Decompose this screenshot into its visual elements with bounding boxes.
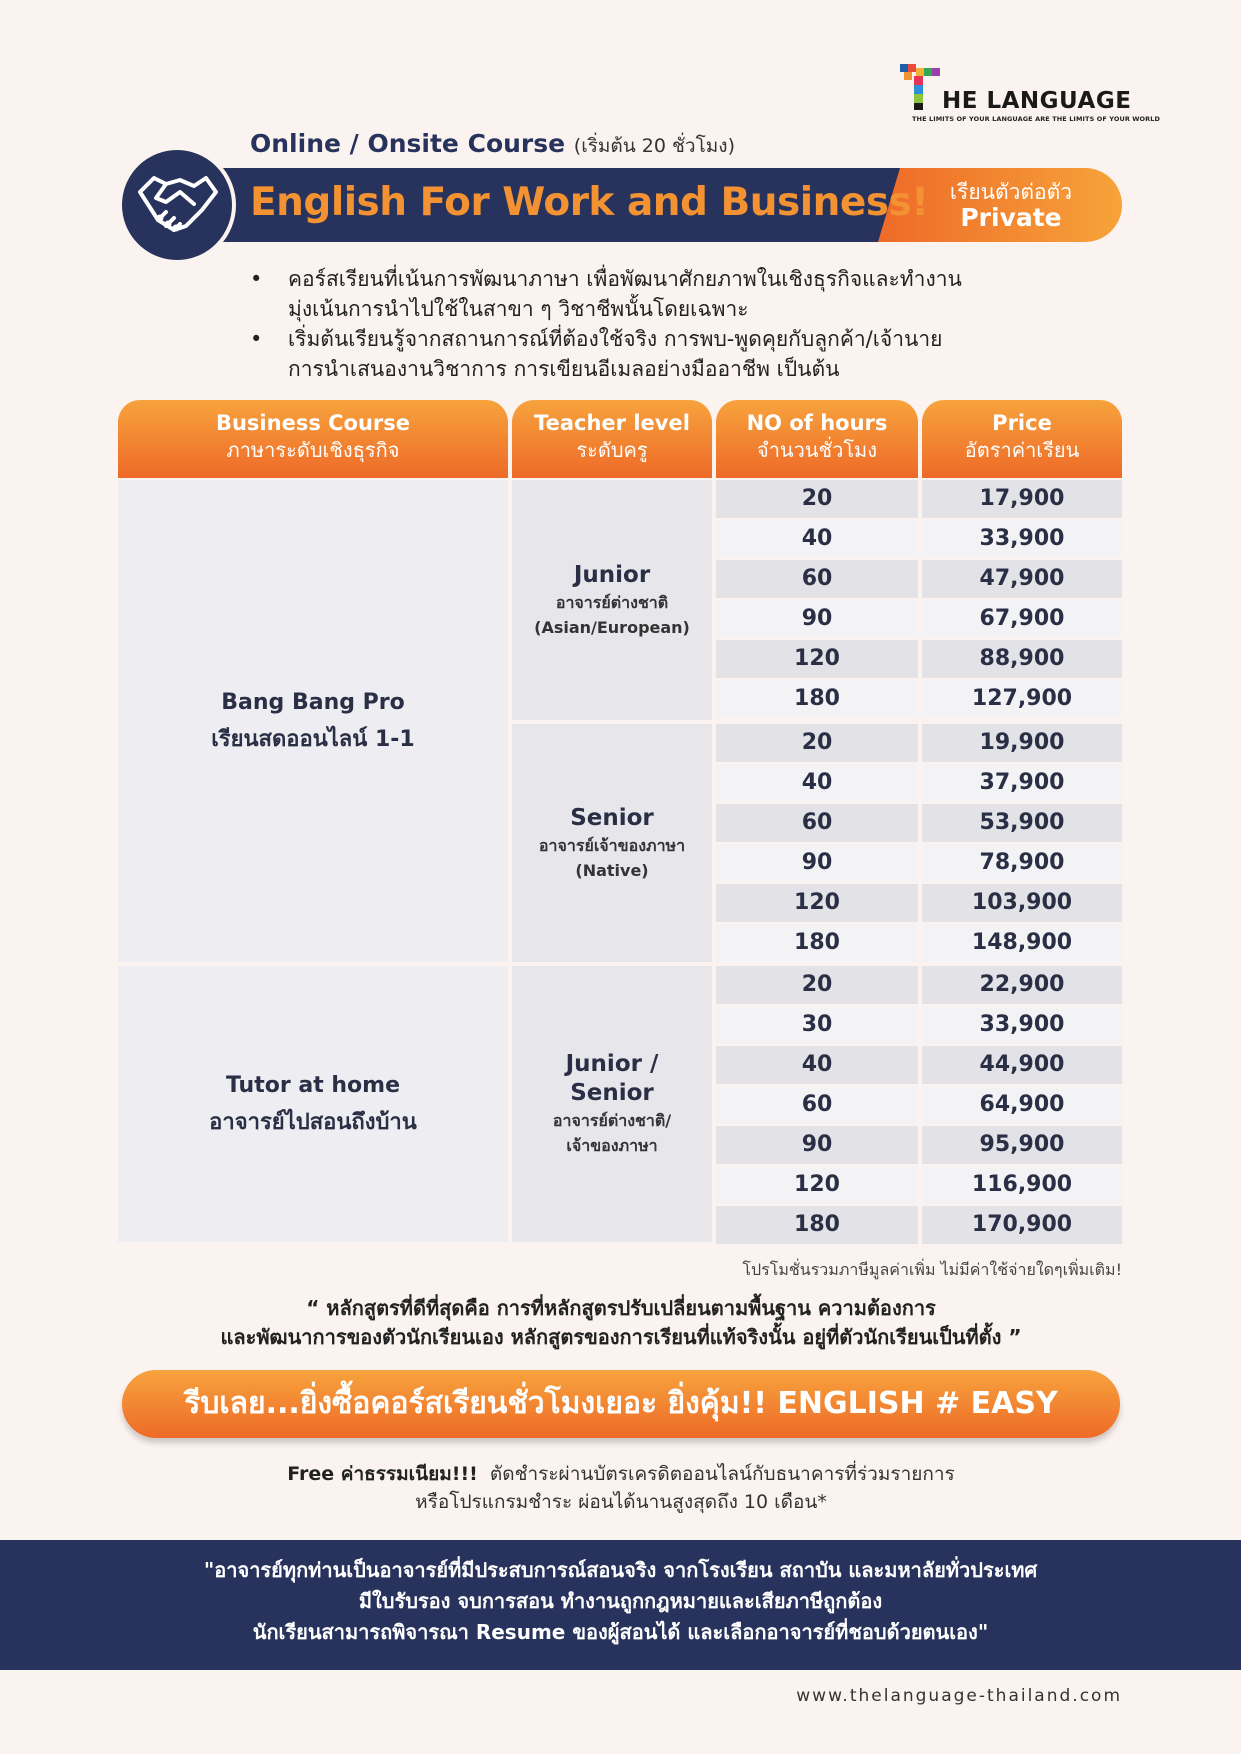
hours-cell: 180 — [716, 680, 918, 718]
price-row — [716, 640, 1122, 680]
payment-line: หรือโปรแกรมชำระ ผ่อนได้นานสูงสุดถึง 10 เดือน* — [415, 1491, 827, 1513]
price-cell: 64,900 — [922, 1086, 1122, 1124]
brand-logo — [900, 60, 1161, 130]
bullet-dot-icon: • — [250, 267, 263, 291]
hours-cell: 60 — [716, 804, 918, 842]
price-cell: 148,900 — [922, 924, 1122, 962]
price-cell: 33,900 — [922, 1006, 1122, 1044]
hours-cell: 20 — [716, 480, 918, 518]
price-row — [716, 724, 1122, 764]
payment-line — [120, 1460, 1122, 1488]
level-senior — [512, 724, 712, 962]
page-title: English For Work and Business! — [250, 180, 929, 225]
description-item — [250, 324, 1150, 384]
price-cell: 127,900 — [922, 680, 1122, 718]
statement-line: มีใบรับรอง จบการสอน ทำงานถูกกฎหมายและเสียภาษีถูกต้อง — [358, 1589, 883, 1613]
price-row — [716, 1086, 1122, 1126]
price-row — [716, 966, 1122, 1006]
payment-text: ตัดชำระผ่านบัตรเครดิตออนไลน์กับธนาคารที่ร่วมรายการ — [489, 1463, 955, 1485]
website-url: www.thelanguage-thailand.com — [796, 1686, 1122, 1706]
price-cell: 19,900 — [922, 724, 1122, 762]
price-cell: 67,900 — [922, 600, 1122, 638]
level-sub: (Native) — [575, 860, 649, 880]
hours-cell: 40 — [716, 1046, 918, 1084]
hours-cell: 120 — [716, 640, 918, 678]
header-label-th: จำนวนชั่วโมง — [756, 438, 878, 462]
price-cell: 95,900 — [922, 1126, 1122, 1164]
price-row — [716, 680, 1122, 720]
level-sub: เจ้าของภาษา — [566, 1136, 658, 1155]
level-name: Junior — [573, 561, 651, 588]
hours-cell: 60 — [716, 1086, 918, 1124]
price-cell: 22,900 — [922, 966, 1122, 1004]
cta-banner: รีบเลย...ยิ่งซื้อคอร์สเรียนชั่วโมงเยอะ ยิ่งคุ้ม!! ENGLISH # EASY — [122, 1370, 1120, 1438]
level-sub: อาจารย์เจ้าของภาษา — [538, 835, 686, 855]
level-name: Senior — [570, 804, 654, 831]
hours-cell: 180 — [716, 924, 918, 962]
header-label-th: อัตราค่าเรียน — [964, 438, 1080, 462]
logo-tagline: THE LIMITS OF YOUR LANGUAGE ARE THE LIMITS OF YOUR WORLD — [912, 115, 1161, 123]
private-label-en: Private — [960, 203, 1062, 232]
description-line: การนำเสนองานวิชาการ การเขียนอีเมลอย่างมืออาชีพ เป็นต้น — [288, 357, 840, 381]
hours-cell: 120 — [716, 884, 918, 922]
price-cell: 47,900 — [922, 560, 1122, 598]
hours-cell: 40 — [716, 764, 918, 802]
hours-cell: 180 — [716, 1206, 918, 1244]
price-cell: 17,900 — [922, 480, 1122, 518]
hours-cell: 120 — [716, 1166, 918, 1204]
level-name: Senior — [570, 1080, 654, 1106]
price-row — [716, 844, 1122, 884]
price-row — [716, 560, 1122, 600]
header-price — [922, 400, 1122, 478]
handshake-icon — [136, 170, 218, 240]
course-subtitle — [250, 129, 735, 161]
price-cell: 170,900 — [922, 1206, 1122, 1244]
header-label-en: Teacher level — [534, 411, 690, 435]
level-sub: อาจารย์ต่างชาติ/ — [552, 1111, 672, 1130]
course-description — [250, 264, 1150, 384]
hours-cell: 20 — [716, 724, 918, 762]
price-cell: 53,900 — [922, 804, 1122, 842]
description-line: มุ่งเน้นการนำไปใช้ในสาขา ๆ วิชาชีพนั้นโดยเฉพาะ — [288, 297, 749, 321]
logo-text: HE LANGUAGE — [942, 88, 1132, 114]
course-bang-bang-pro — [118, 480, 508, 962]
bullet-dot-icon: • — [250, 327, 263, 351]
price-row — [716, 804, 1122, 844]
header-teacher-level — [512, 400, 712, 478]
price-row — [716, 600, 1122, 640]
price-cell: 103,900 — [922, 884, 1122, 922]
free-fee-label: Free ค่าธรรมเนียม!!! — [287, 1463, 478, 1485]
price-cell: 44,900 — [922, 1046, 1122, 1084]
statement-line: "อาจารย์ทุกท่านเป็นอาจารย์ที่มีประสบการณ์สอนจริง จากโรงเรียน สถาบัน และมหาลัยทั่วประเทศ — [203, 1558, 1038, 1582]
level-sub: (Asian/European) — [534, 617, 690, 637]
price-cell: 116,900 — [922, 1166, 1122, 1204]
quote-line: และพัฒนาการของตัวนักเรียนเอง หลักสูตรของการเรียนที่แท้จริงนั้น อยู่ที่ตัวนักเรียนเป็นที่ตั้ง ” — [220, 1325, 1022, 1349]
handshake-badge — [118, 146, 236, 264]
course-mode: Online / Onsite Course — [250, 129, 566, 158]
header-label-th: ระดับครู — [576, 438, 648, 462]
hours-cell: 40 — [716, 520, 918, 558]
hours-cell: 60 — [716, 560, 918, 598]
level-name: Junior / — [565, 1051, 659, 1077]
header-hours — [716, 400, 918, 478]
price-row — [716, 1006, 1122, 1046]
level-sub: อาจารย์ต่างชาติ — [555, 592, 669, 612]
price-row — [716, 1126, 1122, 1166]
header-label-en: NO of hours — [746, 411, 888, 435]
course-name: Bang Bang Pro — [221, 690, 405, 715]
statement-line: นักเรียนสามารถพิจารณา Resume ของผู้สอนได้ และเลือกอาจารย์ที่ชอบด้วยตนเอง" — [252, 1620, 989, 1644]
hours-cell: 90 — [716, 600, 918, 638]
level-junior-senior — [512, 966, 712, 1242]
description-line: เริ่มต้นเรียนรู้จากสถานการณ์ที่ต้องใช้จริง การพบ-พูดคุยกับลูกค้า/เจ้านาย — [288, 327, 943, 351]
hours-cell: 20 — [716, 966, 918, 1004]
price-cell: 88,900 — [922, 640, 1122, 678]
course-name-th: อาจารย์ไปสอนถึงบ้าน — [209, 1110, 417, 1135]
header-label-en: Price — [992, 411, 1052, 435]
course-tutor-at-home — [118, 966, 508, 1242]
header-label-en: Business Course — [215, 411, 411, 435]
private-label-th: เรียนตัวต่อตัว — [949, 180, 1073, 204]
promo-note: โปรโมชั่นรวมภาษีมูลค่าเพิ่ม ไม่มีค่าใช้จ่ายใดๆเพิ่มเติม! — [742, 1260, 1122, 1279]
philosophy-quote — [120, 1294, 1122, 1352]
price-row — [716, 520, 1122, 560]
hours-cell: 30 — [716, 1006, 918, 1044]
price-row — [716, 764, 1122, 804]
course-name: Tutor at home — [225, 1073, 401, 1098]
price-row — [716, 924, 1122, 964]
price-row — [716, 1046, 1122, 1086]
description-item — [250, 264, 1150, 324]
description-line: คอร์สเรียนที่เน้นการพัฒนาภาษา เพื่อพัฒนาศักยภาพในเชิงธุรกิจและทำงาน — [288, 267, 962, 291]
price-row — [716, 1166, 1122, 1206]
price-cell: 33,900 — [922, 520, 1122, 558]
teacher-statement — [0, 1540, 1241, 1670]
hours-cell: 90 — [716, 1126, 918, 1164]
price-row — [716, 480, 1122, 520]
header-label-th: ภาษาระดับเชิงธุรกิจ — [226, 438, 400, 462]
payment-info — [120, 1460, 1122, 1516]
level-junior — [512, 480, 712, 720]
header-business-course — [118, 400, 508, 478]
price-cell: 78,900 — [922, 844, 1122, 882]
course-name-th: เรียนสดออนไลน์ 1-1 — [211, 727, 415, 752]
price-row — [716, 884, 1122, 924]
price-cell: 37,900 — [922, 764, 1122, 802]
course-mode-note: (เริ่มต้น 20 ชั่วโมง) — [573, 135, 735, 157]
logo-t-mark-icon — [900, 64, 944, 110]
price-row — [716, 1206, 1122, 1246]
hours-cell: 90 — [716, 844, 918, 882]
quote-line: “ หลักสูตรที่ดีที่สุดคือ การที่หลักสูตรปรับเปลี่ยนตามพื้นฐาน ความต้องการ — [306, 1296, 936, 1320]
